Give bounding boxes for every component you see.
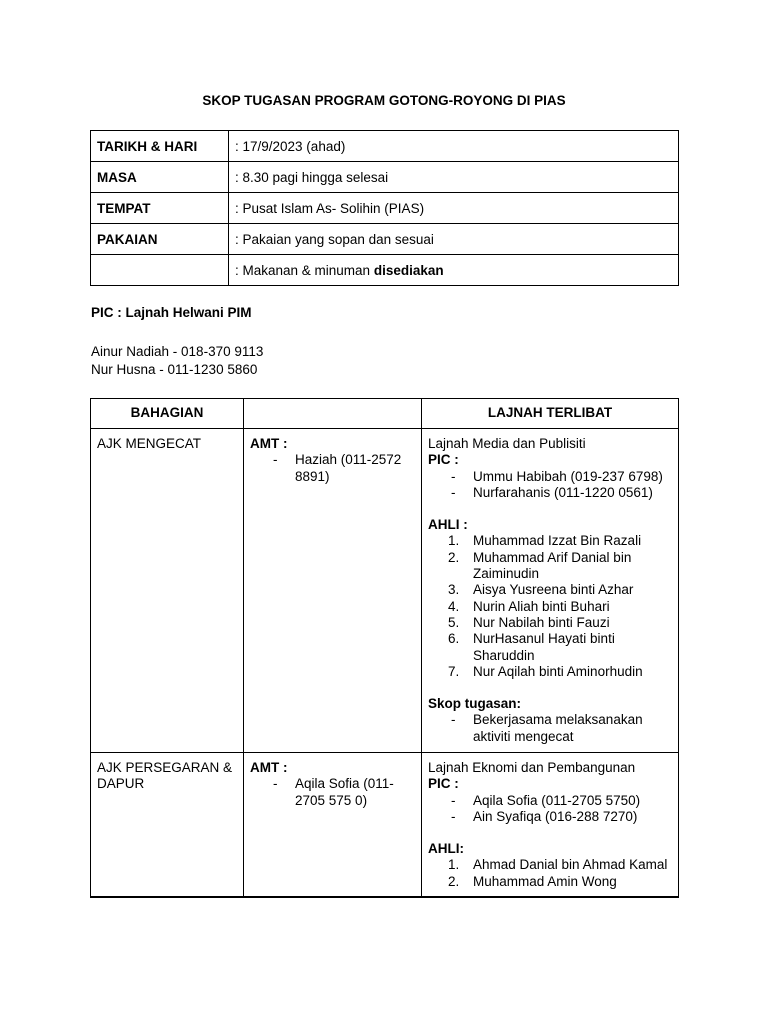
table-row: [91, 429, 679, 753]
header-amt: [244, 399, 422, 429]
skop-list: [428, 712, 672, 745]
cell-amt: [244, 753, 422, 898]
list-item: 1. Ahmad Danial bin Ahmad Kamal: [448, 857, 668, 873]
list-item: - Bekerjasama melaksanakan aktiviti mengecat: [451, 712, 643, 744]
pic-label: PIC :: [428, 452, 459, 468]
document-title: SKOP TUGASAN PROGRAM GOTONG-ROYONG DI PIAS: [202, 93, 566, 108]
header-lajnah: LAJNAH TERLIBAT: [422, 399, 679, 429]
info-key: [91, 255, 229, 286]
info-value: : Makanan & minuman disediakan: [229, 255, 679, 286]
list-item: - Aqila Sofia (011-2705 5750): [451, 792, 641, 808]
info-value: : Pusat Islam As- Solihin (PIAS): [229, 193, 679, 224]
amt-label: AMT :: [250, 760, 288, 775]
table-row: [91, 753, 679, 898]
info-key: PAKAIAN: [91, 224, 229, 255]
info-row: [91, 255, 679, 286]
assignment-table: [90, 398, 679, 898]
list-item: 2. Muhammad Arif Danial bin Zaiminudin: [448, 549, 632, 582]
header-bahagian: BAHAGIAN: [91, 399, 244, 429]
cell-amt: [244, 429, 422, 753]
list-item: 2. Muhammad Amin Wong: [448, 873, 617, 889]
amt-list: [250, 452, 415, 485]
list-item: - Aqila Sofia (011-2705 575 0): [273, 776, 394, 808]
list-item: 5. Nur Nabilah binti Fauzi: [448, 614, 610, 630]
list-item: 6. NurHasanul Hayati binti Sharuddin: [448, 631, 615, 663]
pic-label: PIC :: [428, 776, 459, 792]
info-value: : 8.30 pagi hingga selesai: [229, 162, 679, 193]
info-row: [91, 224, 679, 255]
ahli-label: AHLI:: [428, 841, 464, 857]
cell-lajnah: [422, 753, 679, 898]
list-item: - Ummu Habibah (019-237 6798): [451, 468, 663, 484]
list-item: - Ain Syafiqa (016-288 7270): [451, 808, 638, 824]
cell-bahagian: AJK MENGECAT: [91, 429, 244, 753]
info-key: TEMPAT: [91, 193, 229, 224]
info-table: [90, 130, 679, 286]
list-item: 4. Nurin Aliah binti Buhari: [448, 598, 610, 614]
pic-list: [428, 469, 672, 502]
lajnah-name: Lajnah Eknomi dan Pembangunan: [428, 760, 636, 775]
pic-title: PIC : Lajnah Helwani PIM: [91, 305, 252, 320]
ahli-list: [428, 857, 672, 890]
cell-lajnah: [422, 429, 679, 753]
info-value-bold: disediakan: [373, 262, 444, 278]
list-item: 7. Nur Aqilah binti Aminorhudin: [448, 663, 643, 679]
info-row: [91, 193, 679, 224]
ahli-label: AHLI :: [428, 517, 468, 533]
lajnah-name: Lajnah Media dan Publisiti: [428, 436, 586, 451]
list-item: - Haziah (011-2572 8891): [273, 452, 402, 484]
cell-bahagian: AJK PERSEGARAN & DAPUR: [91, 753, 244, 898]
list-item: 3. Aisya Yusreena binti Azhar: [448, 582, 634, 598]
ahli-list: [428, 533, 672, 680]
skop-label: Skop tugasan:: [428, 696, 522, 712]
list-item: - Nurfarahanis (011-1220 0561): [451, 484, 653, 500]
amt-label: AMT :: [250, 436, 288, 451]
info-key: MASA: [91, 162, 229, 193]
amt-list: [250, 776, 415, 809]
list-item: 1. Muhammad Izzat Bin Razali: [448, 533, 642, 549]
pic-list: [428, 793, 672, 826]
table-header-row: [91, 399, 679, 429]
info-row: [91, 131, 679, 162]
info-key: TARIKH & HARI: [91, 131, 229, 162]
contact-line: Ainur Nadiah - 018-370 9113: [91, 344, 264, 359]
contact-line: Nur Husna - 011-1230 5860: [91, 362, 258, 377]
info-value: : Pakaian yang sopan dan sesuai: [229, 224, 679, 255]
info-value: : 17/9/2023 (ahad): [229, 131, 679, 162]
info-row: [91, 162, 679, 193]
